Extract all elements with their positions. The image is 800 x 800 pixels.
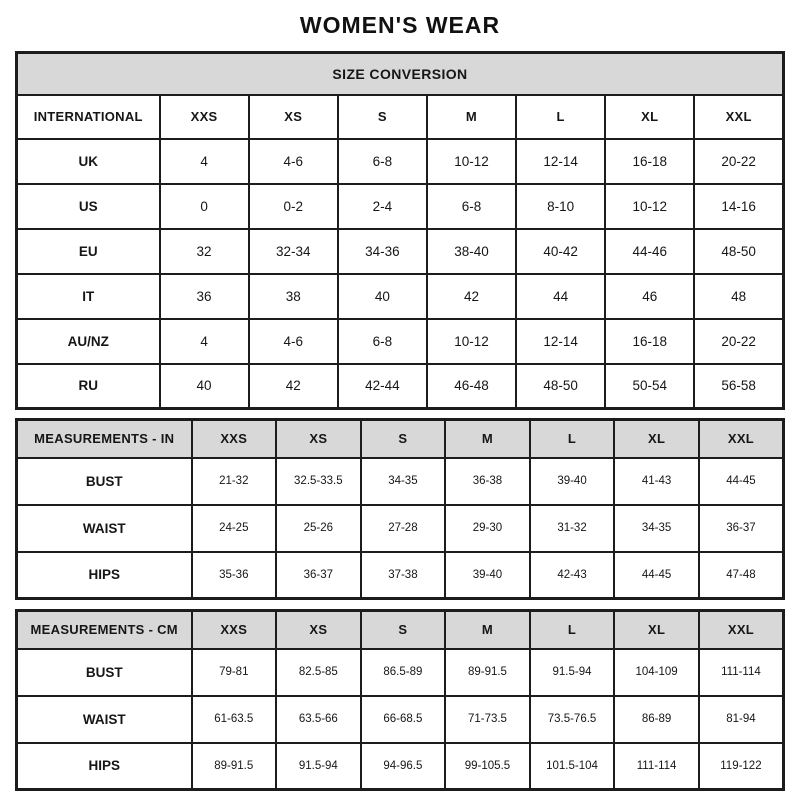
table-cell: 32 xyxy=(160,229,249,274)
table-cell: 34-36 xyxy=(338,229,427,274)
table-row xyxy=(17,458,784,505)
table-cell: 111-114 xyxy=(614,743,699,790)
table-row xyxy=(17,274,784,319)
table-cell: 48-50 xyxy=(516,364,605,409)
table-cell: 41-43 xyxy=(614,458,699,505)
table-cell: 20-22 xyxy=(694,319,783,364)
table-cell: 8-10 xyxy=(516,184,605,229)
measurements-cm-table xyxy=(15,609,785,791)
table-row xyxy=(17,319,784,364)
row-label: WAIST xyxy=(17,505,192,552)
table-cell: 73.5-76.5 xyxy=(530,696,615,743)
table-cell: 12-14 xyxy=(516,139,605,184)
column-header: M xyxy=(445,420,530,458)
table-cell: 101.5-104 xyxy=(530,743,615,790)
table-cell: 10-12 xyxy=(427,139,516,184)
row-label: RU xyxy=(17,364,160,409)
table-cell: 44 xyxy=(516,274,605,319)
table-row xyxy=(17,184,784,229)
table-cell: 36 xyxy=(160,274,249,319)
table-cell: 91.5-94 xyxy=(530,649,615,696)
table-title: SIZE CONVERSION xyxy=(17,53,784,95)
table-cell: 0-2 xyxy=(249,184,338,229)
table-cell: 44-45 xyxy=(614,552,699,599)
row-label: HIPS xyxy=(17,743,192,790)
table-cell: 36-37 xyxy=(276,552,361,599)
column-header: XXS xyxy=(192,420,277,458)
header-label: MEASUREMENTS - IN xyxy=(17,420,192,458)
table-cell: 71-73.5 xyxy=(445,696,530,743)
column-header: XXL xyxy=(699,611,784,649)
column-header: S xyxy=(338,95,427,139)
table-cell: 89-91.5 xyxy=(445,649,530,696)
column-header: XXL xyxy=(699,420,784,458)
table-cell: 91.5-94 xyxy=(276,743,361,790)
table-cell: 81-94 xyxy=(699,696,784,743)
column-header: L xyxy=(516,95,605,139)
table-cell: 40-42 xyxy=(516,229,605,274)
table-cell: 31-32 xyxy=(530,505,615,552)
table-cell: 66-68.5 xyxy=(361,696,446,743)
table-cell: 104-109 xyxy=(614,649,699,696)
row-label: BUST xyxy=(17,458,192,505)
table-cell: 46-48 xyxy=(427,364,516,409)
table-cell: 2-4 xyxy=(338,184,427,229)
table-cell: 6-8 xyxy=(427,184,516,229)
row-label: BUST xyxy=(17,649,192,696)
table-cell: 36-37 xyxy=(699,505,784,552)
table-row xyxy=(17,649,784,696)
table-cell: 42-43 xyxy=(530,552,615,599)
table-cell: 119-122 xyxy=(699,743,784,790)
header-row xyxy=(17,95,784,139)
table-cell: 39-40 xyxy=(530,458,615,505)
table-row xyxy=(17,229,784,274)
table-cell: 63.5-66 xyxy=(276,696,361,743)
table-cell: 10-12 xyxy=(605,184,694,229)
header-label: INTERNATIONAL xyxy=(17,95,160,139)
table-cell: 34-35 xyxy=(361,458,446,505)
table-cell: 6-8 xyxy=(338,139,427,184)
table-cell: 44-45 xyxy=(699,458,784,505)
table-cell: 61-63.5 xyxy=(192,696,277,743)
table-cell: 4 xyxy=(160,319,249,364)
table-cell: 42-44 xyxy=(338,364,427,409)
column-header: XS xyxy=(276,611,361,649)
row-label: HIPS xyxy=(17,552,192,599)
table-cell: 48 xyxy=(694,274,783,319)
table-row xyxy=(17,696,784,743)
size-conversion-table xyxy=(15,51,785,410)
table-cell: 4-6 xyxy=(249,139,338,184)
table-cell: 38 xyxy=(249,274,338,319)
table-cell: 82.5-85 xyxy=(276,649,361,696)
table-cell: 86-89 xyxy=(614,696,699,743)
table-cell: 32-34 xyxy=(249,229,338,274)
table-cell: 50-54 xyxy=(605,364,694,409)
column-header: XL xyxy=(614,611,699,649)
table-row xyxy=(17,552,784,599)
table-row xyxy=(17,505,784,552)
table-cell: 20-22 xyxy=(694,139,783,184)
table-cell: 42 xyxy=(249,364,338,409)
header-label: MEASUREMENTS - CM xyxy=(17,611,192,649)
column-header: S xyxy=(361,611,446,649)
table-cell: 0 xyxy=(160,184,249,229)
table-cell: 29-30 xyxy=(445,505,530,552)
column-header: L xyxy=(530,420,615,458)
table-cell: 16-18 xyxy=(605,319,694,364)
table-cell: 40 xyxy=(338,274,427,319)
row-label: EU xyxy=(17,229,160,274)
table-cell: 6-8 xyxy=(338,319,427,364)
table-cell: 99-105.5 xyxy=(445,743,530,790)
table-cell: 25-26 xyxy=(276,505,361,552)
table-cell: 10-12 xyxy=(427,319,516,364)
column-header: XXS xyxy=(192,611,277,649)
header-row xyxy=(17,420,784,458)
table-cell: 47-48 xyxy=(699,552,784,599)
table-cell: 36-38 xyxy=(445,458,530,505)
table-cell: 94-96.5 xyxy=(361,743,446,790)
table-cell: 44-46 xyxy=(605,229,694,274)
row-label: IT xyxy=(17,274,160,319)
table-cell: 24-25 xyxy=(192,505,277,552)
column-header: XS xyxy=(276,420,361,458)
table-cell: 111-114 xyxy=(699,649,784,696)
table-cell: 27-28 xyxy=(361,505,446,552)
table-cell: 79-81 xyxy=(192,649,277,696)
table-cell: 86.5-89 xyxy=(361,649,446,696)
column-header: XXS xyxy=(160,95,249,139)
table-cell: 89-91.5 xyxy=(192,743,277,790)
column-header: S xyxy=(361,420,446,458)
header-row xyxy=(17,611,784,649)
column-header: L xyxy=(530,611,615,649)
table-title-row xyxy=(17,53,784,95)
column-header: XXL xyxy=(694,95,783,139)
column-header: M xyxy=(427,95,516,139)
column-header: XL xyxy=(614,420,699,458)
table-row xyxy=(17,743,784,790)
table-cell: 38-40 xyxy=(427,229,516,274)
table-cell: 56-58 xyxy=(694,364,783,409)
column-header: XL xyxy=(605,95,694,139)
table-cell: 46 xyxy=(605,274,694,319)
table-cell: 37-38 xyxy=(361,552,446,599)
table-cell: 16-18 xyxy=(605,139,694,184)
table-cell: 35-36 xyxy=(192,552,277,599)
column-header: XS xyxy=(249,95,338,139)
table-cell: 42 xyxy=(427,274,516,319)
table-cell: 12-14 xyxy=(516,319,605,364)
table-cell: 39-40 xyxy=(445,552,530,599)
table-cell: 14-16 xyxy=(694,184,783,229)
table-cell: 4 xyxy=(160,139,249,184)
row-label: WAIST xyxy=(17,696,192,743)
table-cell: 4-6 xyxy=(249,319,338,364)
column-header: M xyxy=(445,611,530,649)
table-cell: 34-35 xyxy=(614,505,699,552)
table-row xyxy=(17,139,784,184)
table-cell: 32.5-33.5 xyxy=(276,458,361,505)
table-cell: 40 xyxy=(160,364,249,409)
page-title: WOMEN'S WEAR xyxy=(299,12,501,38)
row-label: UK xyxy=(17,139,160,184)
table-cell: 21-32 xyxy=(192,458,277,505)
row-label: US xyxy=(17,184,160,229)
table-cell: 48-50 xyxy=(694,229,783,274)
table-row xyxy=(17,364,784,409)
row-label: AU/NZ xyxy=(17,319,160,364)
measurements-in-table xyxy=(15,418,785,600)
